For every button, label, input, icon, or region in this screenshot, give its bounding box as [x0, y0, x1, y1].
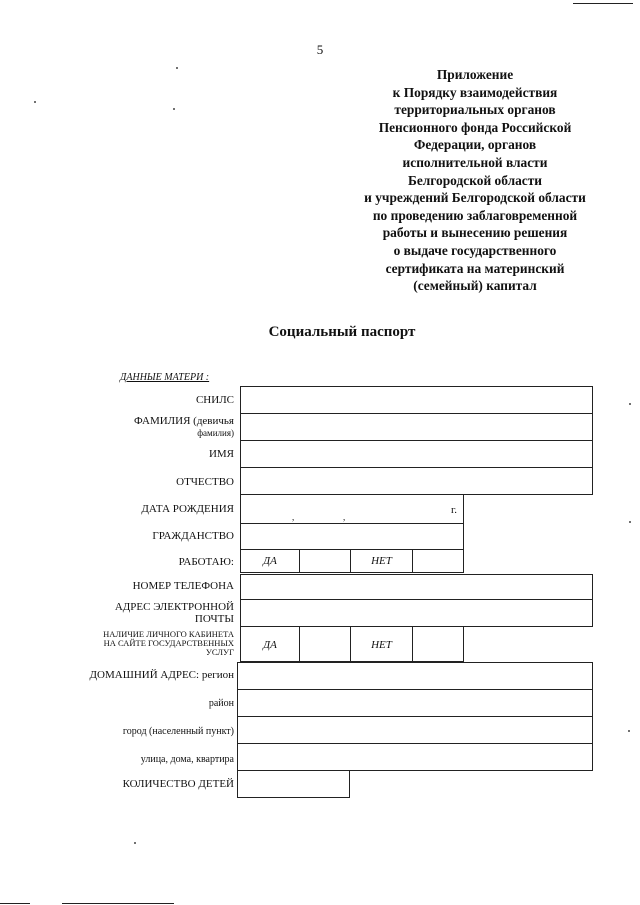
address-district-label: район [208, 698, 234, 709]
appendix-line: Белгородской области [407, 172, 543, 188]
gosuslugi-yes-checkbox[interactable] [299, 626, 351, 662]
email-label [115, 601, 234, 625]
email-field[interactable] [240, 599, 593, 627]
patronymic-field[interactable] [240, 467, 593, 495]
scan-edge-line [0, 903, 30, 904]
gosuslugi-label-line: НАЛИЧИЕ ЛИЧНОГО КАБИНЕТА [103, 629, 234, 639]
patronymic-label: ОТЧЕСТВО [176, 476, 234, 488]
address-region-field[interactable] [237, 662, 593, 690]
gosuslugi-label-line: УСЛУГ [205, 647, 234, 657]
surname-label [134, 415, 234, 439]
appendix-line: (семейный) капитал [413, 278, 537, 294]
scan-edge-line [573, 3, 633, 4]
address-city-field[interactable] [237, 716, 593, 744]
address-city-label: город (населенный пункт) [122, 726, 234, 737]
children-count-field[interactable] [237, 770, 350, 798]
gosuslugi-no-label: НЕТ [350, 626, 413, 662]
section-title-mother-data: ДАННЫЕ МАТЕРИ : [120, 372, 210, 383]
employed-yes-checkbox[interactable] [299, 549, 351, 573]
surname-field[interactable] [240, 413, 593, 441]
scan-speck [34, 101, 36, 103]
appendix-line: и учреждений Белгородской области [364, 190, 586, 206]
scan-speck [176, 67, 178, 69]
snils-label: СНИЛС [195, 394, 234, 406]
birth-date-suffix: г. [451, 504, 458, 516]
address-street-label: улица, дома, квартира [140, 754, 234, 765]
scan-speck [629, 403, 631, 405]
date-separator-dot: , [343, 512, 346, 522]
email-label-line: ПОЧТЫ [194, 613, 234, 625]
gosuslugi-label-line: НА САЙТЕ ГОСУДАРСТВЕННЫХ [103, 638, 234, 648]
citizenship-field[interactable] [240, 523, 464, 550]
name-field[interactable] [240, 440, 593, 468]
page-number: 5 [316, 42, 324, 57]
appendix-header [320, 66, 630, 295]
employed-no-checkbox[interactable] [412, 549, 464, 573]
document-title: Социальный паспорт [268, 324, 416, 340]
appendix-line: Пенсионного фонда Российской [378, 119, 572, 135]
gosuslugi-yes-label: ДА [240, 626, 300, 662]
appendix-line: о выдаче государственного [393, 242, 557, 258]
appendix-line: к Порядку взаимодействия [392, 84, 558, 100]
scan-edge-line [62, 903, 174, 904]
scan-speck [629, 521, 631, 523]
scan-speck [134, 842, 136, 844]
gosuslugi-no-checkbox[interactable] [412, 626, 464, 662]
citizenship-label: ГРАЖДАНСТВО [152, 530, 234, 542]
phone-label: НОМЕР ТЕЛЕФОНА [132, 580, 234, 592]
appendix-line: по проведению заблаговременной [372, 207, 578, 223]
phone-field[interactable] [240, 574, 593, 600]
appendix-line: территориальных органов [394, 102, 556, 118]
surname-label-line: ФАМИЛИЯ (девичья [134, 415, 234, 427]
gosuslugi-label [103, 630, 234, 657]
appendix-line: Приложение [436, 67, 514, 82]
children-count-label: КОЛИЧЕСТВО ДЕТЕЙ [122, 778, 234, 790]
appendix-line: сертификата на материнский [385, 260, 565, 276]
name-label: ИМЯ [208, 448, 234, 460]
appendix-line: Федерации, органов [413, 137, 537, 153]
employed-label: РАБОТАЮ: [178, 556, 234, 568]
address-street-field[interactable] [237, 743, 593, 771]
appendix-line: исполнительной власти [402, 154, 548, 170]
surname-label-line: фамилия) [197, 428, 234, 438]
scan-speck [173, 108, 175, 110]
address-region-label: ДОМАШНИЙ АДРЕС: регион [89, 669, 234, 681]
scan-speck [628, 730, 630, 732]
employed-yes-label: ДА [240, 549, 300, 573]
email-label-line: АДРЕС ЭЛЕКТРОННОЙ [114, 601, 234, 613]
birth-date-field[interactable] [240, 494, 464, 524]
appendix-line: работы и вынесению решения [382, 225, 568, 241]
address-district-field[interactable] [237, 689, 593, 717]
snils-field[interactable] [240, 386, 593, 414]
birth-date-label: ДАТА РОЖДЕНИЯ [141, 503, 234, 515]
employed-no-label: НЕТ [350, 549, 413, 573]
date-separator-dot: , [292, 512, 295, 522]
